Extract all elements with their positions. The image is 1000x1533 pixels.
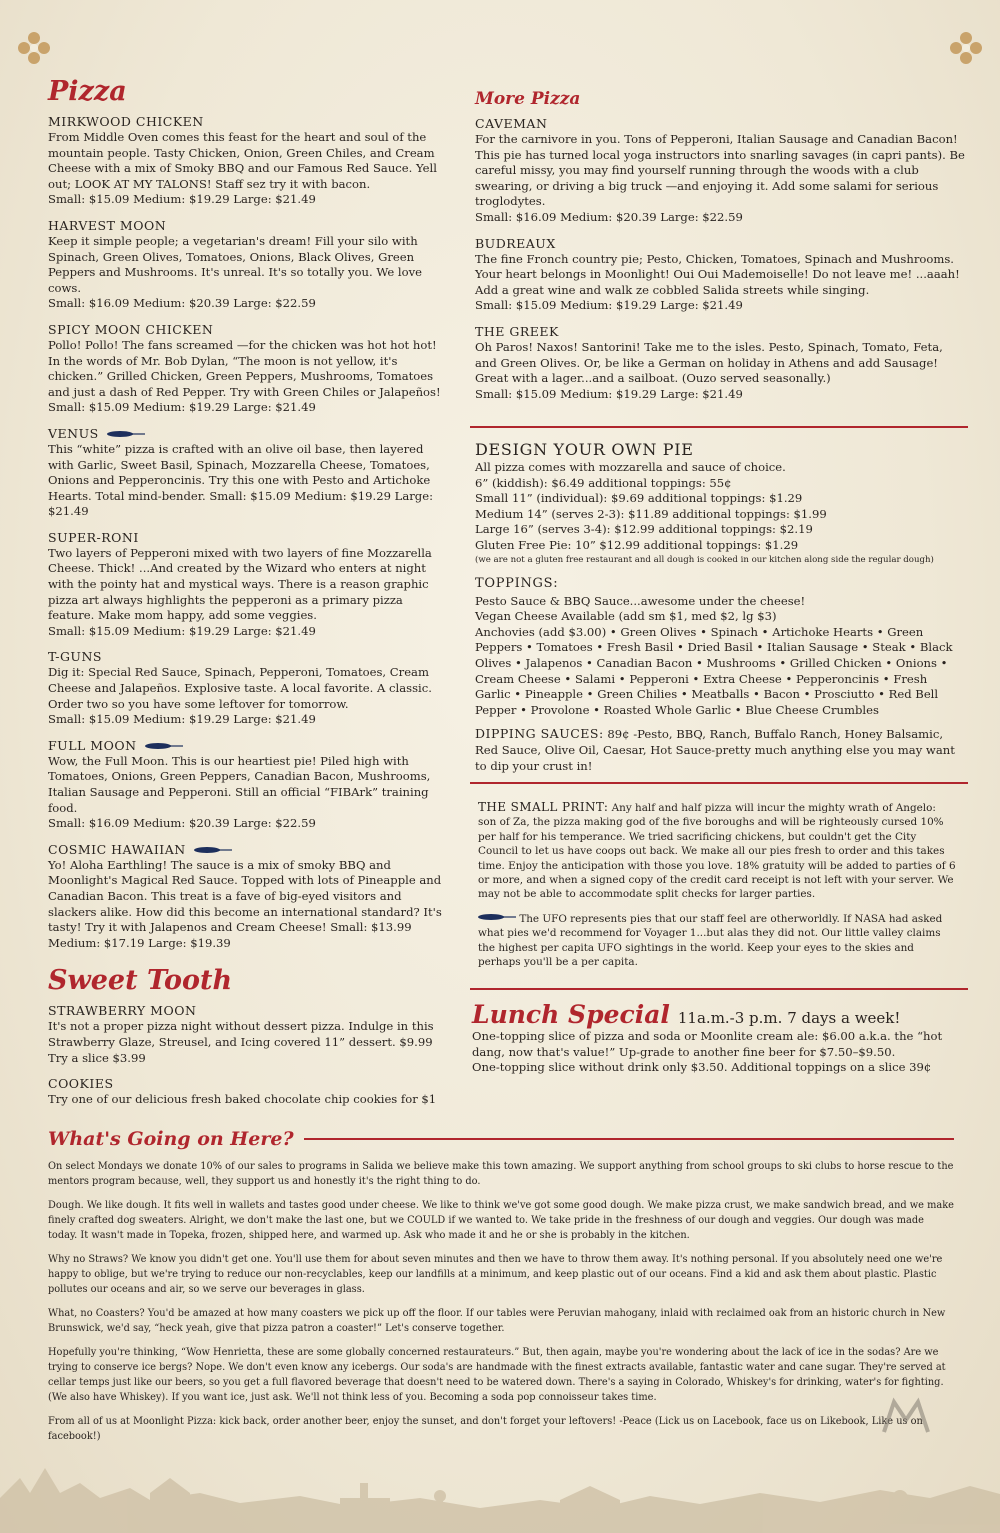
about-paragraph: Why no Straws? We know you didn't get one. You'll use them for about seven minutes and then we have to throw them away. It's nothing personal. If you absolutely need one we're happy to oblige, but we're trying to reduce our non-recyclables, keep our landfills at a minimum, and keep plastic out of our oceans. Find a kid and ask them about plastic. Plastic pollutes our oceans and air, so we serve our beverages in glass. [48,1254,943,1295]
item-description: Yo! Aloha Earthling! The sauce is a mix of smoky BBQ and Moonlight's Magical Red Sauce. Topped with lots of Pineapple and Canadian Bacon. This treat is a fave of big-eyed visitors and slackers alike. How did this become an international standard? It's tasty! Try it with Jalapenos and Cream Cheese! Small: $13.99 Medium: $17.19 Large: $19.39 [48,857,442,950]
item-name: CAVEMAN [475,116,548,131]
divider [470,988,968,990]
menu-item [48,114,443,208]
flower-ornament-icon [946,28,986,68]
lunch-hours: 11a.m.-3 p.m. 7 days a week! [677,1009,901,1027]
item-description: It's not a proper pizza night without dessert pizza. Indulge in this Strawberry Glaze, Streusel, and Icing covered 11” dessert. $9.99 [48,1019,434,1049]
item-name: HARVEST MOON [48,217,167,233]
lunch-special-heading: Lunch Special [472,1000,670,1029]
item-title [48,842,443,858]
item-title [48,426,443,442]
dessert-item [48,1076,443,1108]
item-description: The fine Fronch country pie; Pesto, Chicken, Tomatoes, Spinach and Mushrooms. Your heart belongs in Moonlight! Oui Oui Mademoiselle! Do not leave me! ...aaah! Add a great wine and walk ze cobbled Salida streets while singing. [475,251,960,297]
item-price: Small: $16.09 Medium: $20.39 Large: $22.59 [475,209,743,224]
item-description: Keep it simple people; a vegetarian's dream! Fill your silo with Spinach, Green Olives, Tomatoes, Onions, Black Olives, Green Peppers and Mushrooms. It's unreal. It's so totally you. We love cows. [48,233,422,295]
item-description: Oh Paros! Naxos! Santorini! Take me to the isles. Pesto, Spinach, Tomato, Feta, and Green Olives. Or, be like a German on holiday in Athens and add Sausage! Great with a lager...and a sailboat. (Ouzo served seasonally.) [475,339,943,386]
item-description: Dig it: Special Red Sauce, Spinach, Pepperoni, Tomatoes, Cream Cheese and Jalapeños. Explosive taste. A local favorite. A classic. Order two so you have some leftover for tomorrow. [48,665,432,711]
right-column [475,88,965,402]
item-description: This “white” pizza is crafted with an olive oil base, then layered with Garlic, Sweet Basil, Spinach, Mozzarella Cheese, Tomatoes, Onions and Pepperoncinis. Try this one with Pesto and Artichoke Hearts. Total mind-bender. Small: $15.09 Medium: $19.29 Large: $21.49 [48,441,433,519]
item-description: From Middle Oven comes this feast for the heart and soul of the mountain people. Tasty Chicken, Onion, Green Chiles, and Cream Cheese with a mix of Smoky BBQ and our Famous Red Sauce. Yell out; LOOK AT MY TALONS! Staff sez try it with bacon. [48,130,437,191]
ufo-legend [478,912,956,970]
menu-item [48,738,443,832]
dessert-item [48,1003,443,1066]
ufo-icon [478,912,516,922]
sweet-list [48,1003,443,1107]
item-name: SUPER-RONI [48,529,139,545]
item-price: Small: $15.09 Medium: $19.29 Large: $21.49 [475,386,743,401]
item-name: VENUS [48,425,99,441]
item-price: Small: $16.09 Medium: $20.39 Large: $22.59 [48,816,316,831]
item-price: Small: $15.09 Medium: $19.29 Large: $21.49 [48,192,316,207]
design-title: DESIGN YOUR OWN PIE [475,440,694,459]
about-paragraph: What, no Coasters? You'd be amazed at how many coasters we pick up off the floor. If our tables were Peruvian mahogany, inlaid with reclaimed oak from an historic church in New Brunswick, we'd say, “heck yeah, give that pizza patron a coaster!” Let's conserve together. [48,1308,946,1334]
size-line: Large 16” (serves 3-4): $12.99 additional toppings: $2.19 [475,522,813,537]
item-price: Small: $15.09 Medium: $19.29 Large: $21.49 [48,712,316,727]
item-name: COSMIC HAWAIIAN [48,841,186,857]
item-title [48,1003,443,1019]
item-name: T-GUNS [48,649,102,665]
moonlight-logo-icon [880,1396,932,1436]
item-price: Small: $16.09 Medium: $20.39 Large: $22.59 [48,296,316,311]
divider [470,782,968,784]
toppings-line: Pesto Sauce & BBQ Sauce...awesome under the cheese! [475,593,806,608]
gluten-free-note: (we are not a gluten free restaurant and all dough is cooked in our kitchen along side the regular dough) [475,554,934,565]
toppings-list: Anchovies (add $3.00) • Green Olives • Spinach • Artichoke Hearts • Green Peppers • Tomatoes • Fresh Basil • Dried Basil • Italian Sausage • Steak • Black Olives • Jalapenos • Canadian Bacon • Mushrooms • Grilled Chicken • Onions • Cream Cheese • Salami • Pepperoni • Extra Cheese • Pepperoncinis • Fresh Garlic • Pineapple • Green Chilies • Meatballs • Bacon • Prosciutto • Red Bell Pepper • Provolone • Roasted Whole Garlic • Blue Cheese Crumbles [475,624,953,717]
item-title [475,236,965,252]
whats-going-on-section [48,1128,954,1444]
item-name: FULL MOON [48,737,137,753]
item-title [48,218,443,234]
heading-rule [304,1138,954,1140]
menu-item [48,218,443,312]
menu-item [475,324,965,402]
design-intro: All pizza comes with mozzarella and sauce of choice. [475,460,786,474]
ufo-icon [107,429,145,439]
item-description: Try one of our delicious fresh baked chocolate chip cookies for $1 [48,1092,437,1107]
size-line: Small 11” (individual): $9.69 additional toppings: $1.29 [475,491,803,506]
item-name: THE GREEK [475,323,559,339]
item-description: Wow, the Full Moon. This is our heartiest pie! Piled high with Tomatoes, Onions, Green Peppers, Canadian Bacon, Mushrooms, Italian Sausage and Pepperoni. Still an official “FIBArk” training food. [48,753,431,815]
item-price: Small: $15.09 Medium: $19.29 Large: $21.49 [475,298,743,313]
about-paragraph: Dough. We like dough. It fits well in wallets and tastes good under cheese. We like to think we've got some good dough. We make pizza crust, we make sandwich bread, and we make finely crafted dog sweaters. Alright, we don't make the last one, but we COULD if we wanted to. We take pride in the freshness of our dough and veggies. Our dough was made today. It wasn't made in Topeka, frozen, shipped here, and warmed up. Ask who made it and he or she is probably in the kitchen. [48,1200,954,1241]
item-description: Two layers of Pepperoni mixed with two layers of fine Mozzarella Cheese. Thick! ...And created by the Wizard who enters at night with the pointy hat and mystical ways. There is a reason graphic pizza art always highlights the pepperoni as a primary pizza feature. Make mom happy, add some veggies. [48,545,432,623]
toppings-line: Vegan Cheese Available (add sm $1, med $2, lg $3) [475,609,777,624]
item-name: BUDREAUX [475,235,556,251]
lunch-special-section [472,1000,968,1076]
town-skyline-icon [0,1438,1000,1533]
pizza-column [48,76,443,1108]
item-title [48,738,443,754]
sweet-tooth-heading: Sweet Tooth [48,965,233,997]
item-price: Try a slice $3.99 [48,1050,146,1065]
lunch-line: One-topping slice of pizza and soda or Moonlite cream ale: $6.00 a.k.a. the “hot dang, now that's value!” Up-grade to another fine beer for $7.50–$9.50. [472,1029,943,1059]
item-title [48,649,443,665]
about-paragraph: From all of us at Moonlight Pizza: kick back, order another beer, enjoy the sunset, and don't forget your leftovers! -Peace (Lick us on Lacebook, face us on Likebook, Like us on facebook!) [48,1416,923,1442]
ufo-legend-text: The UFO represents pies that our staff feel are otherworldly. If NASA had asked what pies we'd recommend for Voyager 1...but alas they did not. Our little valley claims the highest per capita UFO sightings in the world. Keep your eyes to the skies and perhaps you'll be a per capita. [478,912,943,969]
small-print-section [478,800,956,969]
design-your-own-section [475,440,965,774]
dipping-sauces [475,726,965,774]
menu-item [48,649,443,727]
item-title [48,530,443,546]
item-name: STRAWBERRY MOON [48,1003,197,1019]
toppings-title: TOPPINGS: [475,575,559,591]
flower-ornament-icon [14,28,54,68]
small-print-text: Any half and half pizza will incur the mighty wrath of Angelo: son of Za, the pizza making god of the five boroughs and will be righteously cursed 10% per half for his temperance. We tried sacrificing chickens, but couldn't get the City Council to let us have coops out back. We make all our pies fresh to order and this takes time. Enjoy the anticipation with those you love. 18% gratuity will be added to parties of 6 or more, and when a signed copy of the credit card receipt is not left with your server. We may not be able to accommodate split checks for larger parties. [478,802,956,901]
more-pizza-heading: More Pizza [475,89,581,109]
menu-item [475,236,965,314]
item-name: SPICY MOON CHICKEN [48,321,214,337]
dipping-text: 89¢ -Pesto, BBQ, Ranch, Buffalo Ranch, Honey Balsamic, Red Sauce, Olive Oil, Caesar, Hot Sauce-pretty much anything else you may want to dip your crust in! [475,727,955,773]
item-price: Small: $15.09 Medium: $19.29 Large: $21.49 [48,400,316,415]
small-print [478,800,956,902]
menu-item [48,530,443,640]
item-price: Small: $15.09 Medium: $19.29 Large: $21.49 [48,623,316,638]
item-name: MIRKWOOD CHICKEN [48,114,204,129]
lunch-line: One-topping slice without drink only $3.50. Additional toppings on a slice 39¢ [472,1060,932,1075]
dipping-label: DIPPING SAUCES: [475,726,604,742]
ufo-icon [145,741,183,751]
item-title [48,114,443,130]
item-description: For the carnivore in you. Tons of Pepperoni, Italian Sausage and Canadian Bacon! This pie has turned local yoga instructors into snarling savages (in capri pants). Be careful missy, you may find yourself running through the woods with a club swearing, or driving a big truck —and enjoying it. Add some salami for serious troglodytes. [475,132,965,209]
item-name: COOKIES [48,1076,114,1092]
menu-item [48,322,443,416]
item-title [48,322,443,338]
menu-item [48,426,443,520]
ufo-icon [194,845,232,855]
small-print-label: THE SMALL PRINT: [478,800,609,814]
item-title [475,116,965,132]
about-paragraph: Hopefully you're thinking, “Wow Henrietta, these are some globally concerned restaurateurs.” But, then again, maybe you're wondering about the lack of ice in the sodas? Are we trying to conserve ice bergs? Nope. We don't even know any icebergs. Our soda's are handmade with the finest extracts available, fantastic water and cane sugar. They're served at cellar temps just like our beers, so you get a full flavored beverage that doesn't need to be watered down. There's a saying in Colorado, Whiskey's for drinking, water's for fighting. (We also have Whiskey). If you want ice, just ask. We'll not think less of you. Becoming a soda pop connoisseur takes time. [48,1347,946,1403]
size-line: Gluten Free Pie: 10” $12.99 additional toppings: $1.29 [475,537,799,552]
size-line: 6” (kiddish): $6.49 additional toppings: 55¢ [475,475,732,490]
item-title [48,1076,443,1092]
menu-item [475,116,965,226]
item-description: Pollo! Pollo! The fans screamed —for the chicken was hot hot hot! In the words of Mr. Bob Dylan, “The moon is not yellow, it's chicken.” Grilled Chicken, Green Peppers, Mushrooms, Tomatoes and just a dash of Red Pepper. Try with Green Chiles or Jalapeños! [48,337,441,399]
whats-going-on-heading: What's Going on Here? [48,1128,294,1150]
more-pizza-list [475,116,965,402]
item-title [475,324,965,340]
divider [470,426,968,428]
pizza-list [48,114,443,951]
menu-item [48,842,443,952]
pizza-heading: Pizza [48,76,127,107]
about-paragraph: On select Mondays we donate 10% of our sales to programs in Salida we believe make this town amazing. We support anything from school groups to ski clubs to horse rescue to the mentors program because, well, they support us and honestly it's the right thing to do. [48,1161,954,1187]
size-line: Medium 14” (serves 2-3): $11.89 additional toppings: $1.99 [475,506,827,521]
